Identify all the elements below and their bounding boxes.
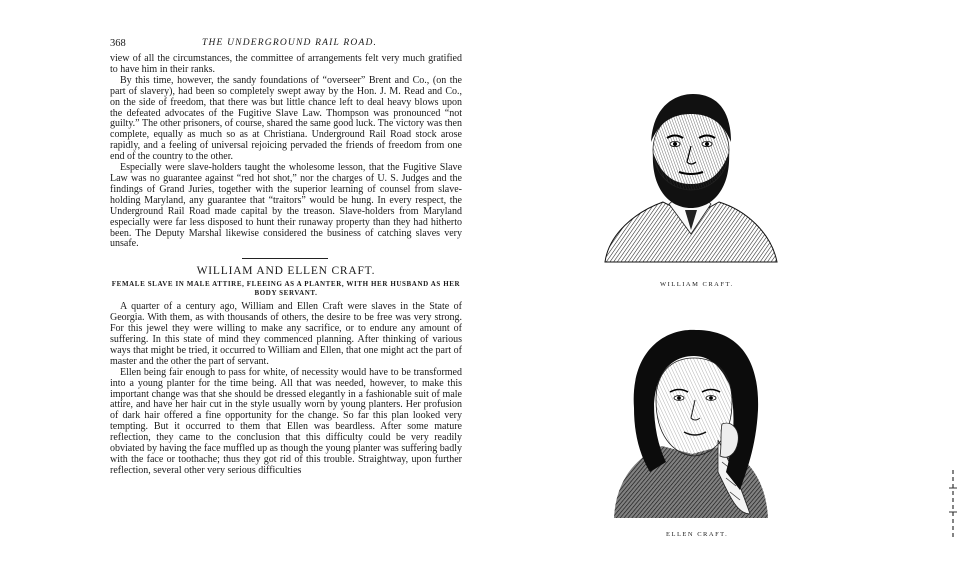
section-divider bbox=[242, 258, 328, 259]
section-title: WILLIAM AND ELLEN CRAFT. bbox=[196, 265, 376, 278]
ellen-craft-portrait bbox=[600, 322, 782, 520]
william-craft-caption: WILLIAM CRAFT. bbox=[660, 281, 734, 288]
paragraph: Ellen being fair enough to pass for white, of necessity would have to be transformed into a young planter for the time being. All that was needed, however, to make this important change was that she should be dressed elegantly in a fashionable suit of male attire, and have her hair cut in the style usually worn by young planters. Her profusion of dark hair offered a fine opportunity for the change. So far this plan looked very tempting. But it occurred to them that Ellen was beardless. After some mature reflection, they came to the conclusion that this difficulty could be very readily obviated by having the face muffled up as though the young planter was suffering badly with the face or toothache; thus they got rid of this trouble. Straightway, upon further reflection, several other very serious difficulties bbox=[110, 366, 462, 476]
ellen-craft-caption: ELLEN CRAFT. bbox=[666, 531, 729, 538]
paragraph: By this time, however, the sandy foundations of “overseer” Brent and Co., (on the part of slavery), had been so completely swept away by the Hon. J. M. Read and Co., on the side of freedom, that there was but little chance left to deal heavy blows upon the defeated advocates of the Fugitive Slave Law. Thompson was pronounced “not guilty.” The other prisoners, of course, shared the same good luck. The victory was then complete, equally as much so as at Christiana. Underground Rail Road stock arose rapidly, and a feeling of universal rejoicing pervaded the friends of freedom from one end of the country to the other. bbox=[110, 74, 462, 163]
paragraph: Especially were slave-holders taught the wholesome lesson, that the Fugitive Slave Law was no guarantee against “red hot shot,” nor the charges of U. S. Judges and the findings of Grand Juries, together with the superior learning of counsel from slave-holding Maryland, any guarantee that “traitors” would be hung. In every respect, the Underground Rail Road made capital by the treason. Slave-holders from Maryland especially were far less disposed to hunt their runaway property than they had hitherto been. The Deputy Marshal likewise considered the business of catching slaves very unsafe. bbox=[110, 162, 462, 250]
running-title: THE UNDERGROUND RAIL ROAD. bbox=[202, 38, 378, 48]
section-subtitle: FEMALE SLAVE IN MALE ATTIRE, FLEEING AS A PLANTER, WITH HER HUSBAND AS HER BODY SERVANT. bbox=[111, 280, 461, 298]
page-number: 368 bbox=[110, 38, 126, 49]
running-header bbox=[110, 38, 462, 52]
william-craft-portrait bbox=[595, 84, 785, 264]
scan-edge-mark bbox=[944, 470, 962, 540]
text-column bbox=[110, 38, 462, 477]
paragraph: view of all the circumstances, the committee of arrangements felt very much gratified to have him in their ranks. bbox=[110, 53, 462, 75]
paragraph: A quarter of a century ago, William and Ellen Craft were slaves in the State of Georgia. With them, as with thousands of others, the desire to be free was very strong. For this jewel they were willing to make any sacrifice, or to endure any amount of suffering. In this state of mind they commenced planning. After thinking of various ways that might be tried, it occurred to William and Ellen, that one might act the part of master and the other the part of servant. bbox=[110, 301, 462, 367]
